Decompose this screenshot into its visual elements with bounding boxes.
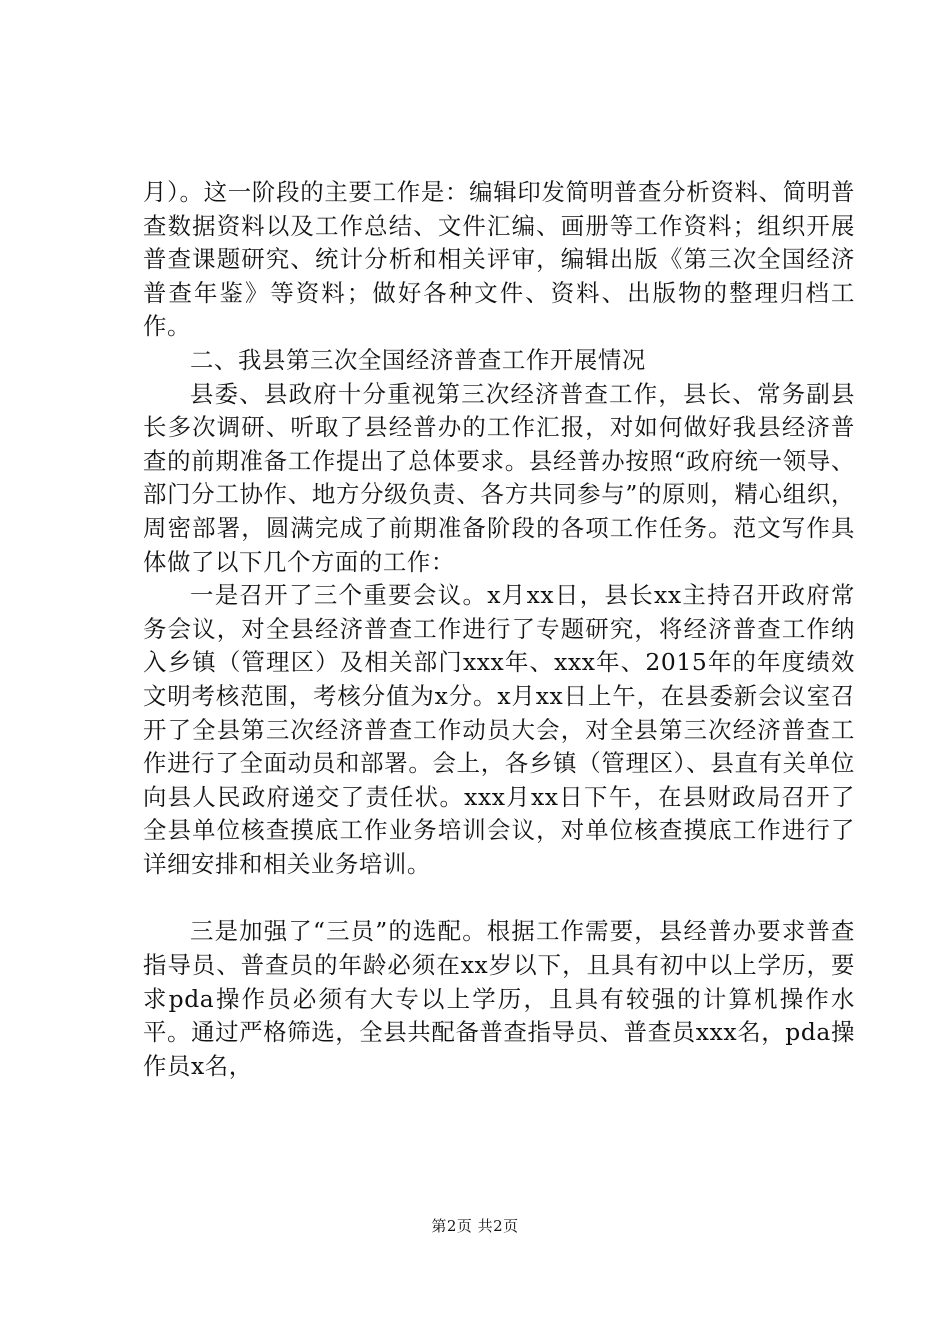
paragraph-staffing: 三是加强了“三员”的选配。根据工作需要，县经普办要求普查指导员、普查员的年龄必须在xx岁以下，且具有初中以上学历，要求pda操作员必须有大专以上学历，且具有较强的计算机操作水平。通过严格筛选，全县共配备普查指导员、普查员xxx名，pda操作员x名， [143, 917, 855, 1080]
paragraph-stage-work: 月）。这一阶段的主要工作是：编辑印发简明普查分析资料、简明普查数据资料以及工作总结、文件汇编、画册等工作资料；组织开展普查课题研究、统计分析和相关评审，编辑出版《第三次全国经济普查年鉴》等资料；做好各种文件、资料、出版物的整理归档工作。 [143, 178, 855, 341]
section-heading: 二、我县第三次全国经济普查工作开展情况 [190, 345, 646, 374]
paragraph-meetings: 一是召开了三个重要会议。x月xx日，县长xx主持召开政府常务会议，对全县经济普查工作进行了专题研究，将经济普查工作纳入乡镇（管理区）及相关部门xxx年、xxx年、2015年的年度绩效文明考核范围，考核分值为x分。x月xx日上午，在县委新会议室召开了全县第三次经济普查工作动员大会，对全县第三次经济普查工作进行了全面动员和部署。会上，各乡镇（管理区）、县直有关单位向县人民政府递交了责任状。xxx月xx日下午，在县财政局召开了全县单位核查摸底工作业务培训会议，对单位核查摸底工作进行了详细安排和相关业务培训。 [143, 581, 855, 878]
page-number-footer: 第2页 共2页 [431, 1217, 519, 1235]
document-body [143, 176, 855, 1083]
paragraph-county-overview: 县委、县政府十分重视第三次经济普查工作，县长、常务副县长多次调研、听取了县经普办的工作汇报，对如何做好我县经济普查的前期准备工作提出了总体要求。县经普办按照“政府统一领导、部门分工协作、地方分级负责、各方共同参与”的原则，精心组织，周密部署，圆满完成了前期准备阶段的各项工作任务。范文写作具体做了以下几个方面的工作： [143, 379, 855, 576]
paragraph-spacer [143, 881, 855, 915]
